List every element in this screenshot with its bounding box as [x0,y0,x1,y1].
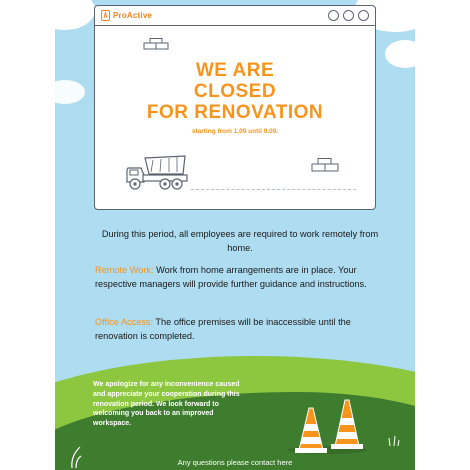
proactive-logo-icon [101,10,110,21]
contact-footer: Any questions please contact here [177,458,293,467]
window-control-circle-icon [328,10,339,21]
window-controls [328,10,369,21]
browser-window [94,5,376,210]
notice-intro: During this period, all employees are required to work remotely from home. [101,229,379,253]
cloud-decoration [55,80,85,104]
brand-name: ProActive [113,11,153,20]
headline [95,60,375,123]
brand [101,10,152,21]
bricks-icon [143,38,171,50]
window-control-circle-icon [343,10,354,21]
headline-line: CLOSED [193,81,277,102]
remote-work-paragraph [95,264,385,291]
apology-message: We apologize for any inconvenience caused and appreciate your cooperation during this renovation period. We look forward to welcoming you back to an improved workspace. [93,381,240,428]
headline-line: FOR RENOVATION [146,102,324,123]
browser-title-bar [95,6,375,26]
office-access-label: Office Access: [95,317,154,327]
remote-work-label: Remote Work: [95,265,154,275]
cloud-decoration [55,0,95,30]
office-access-text: The office premises will be inaccessible until the renovation is completed. [95,317,351,341]
window-control-circle-icon [358,10,369,21]
traffic-cones-icon [287,394,367,456]
bricks-icon [311,158,341,172]
ground-dash-line [191,189,356,190]
cloud-decoration [385,40,415,68]
remote-work-text: Work from home arrangements are in place. Your respective managers will provide further guidance and instructions. [95,265,367,289]
headline-line: WE ARE [195,60,275,81]
renovation-poster [55,0,415,470]
office-access-paragraph [95,316,385,343]
renovation-period: starting from 1.09 until 9.09. [191,128,279,135]
grass-icon [387,432,401,446]
dump-truck-icon [125,152,191,192]
